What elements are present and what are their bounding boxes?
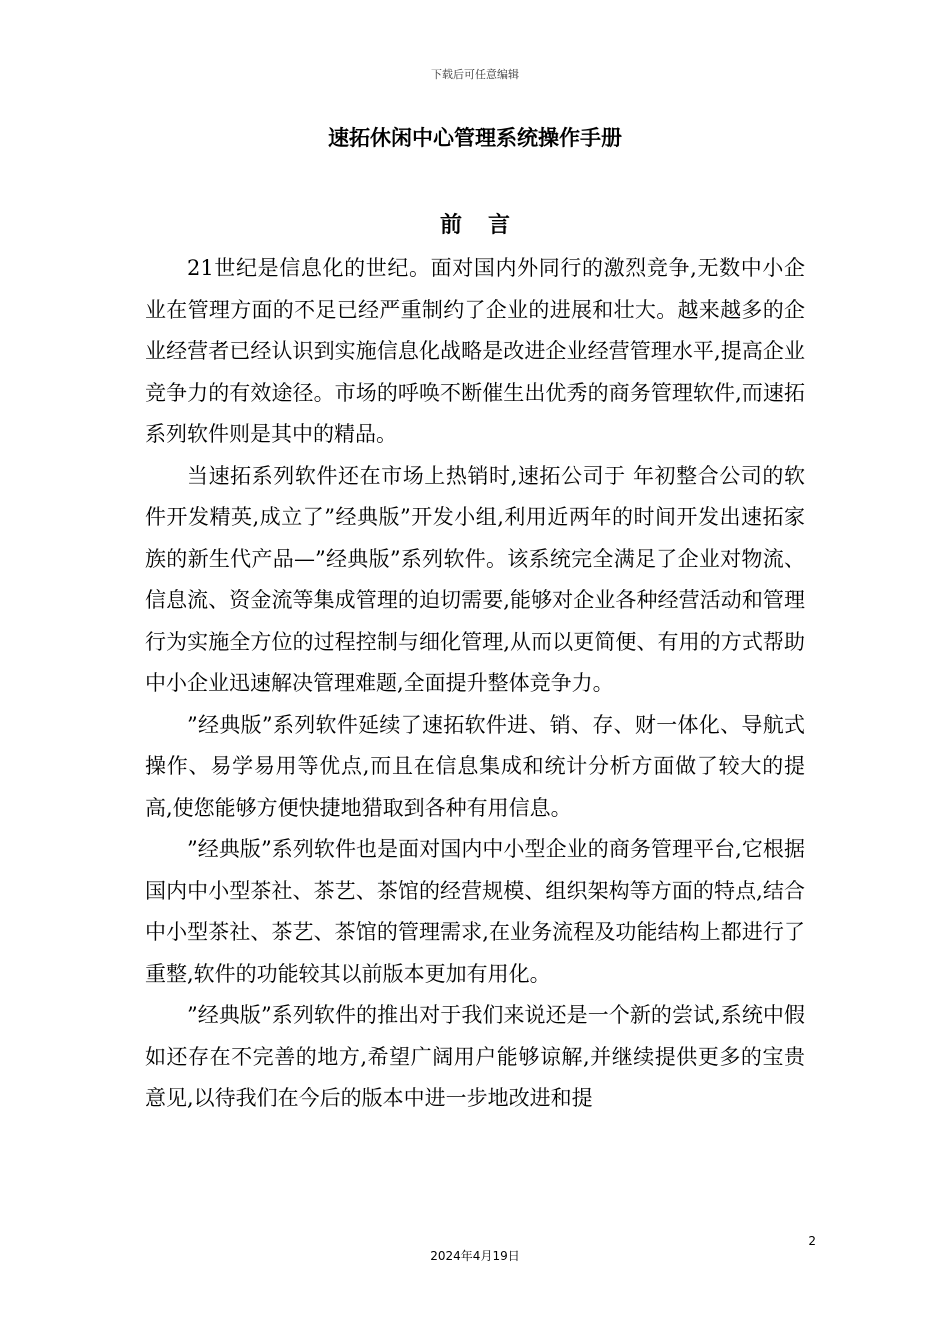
page-number: 2 xyxy=(808,1234,816,1248)
header-note: 下载后可任意编辑 xyxy=(431,68,519,81)
paragraph-3: ”经典版”系列软件延续了速拓软件进、销、存、财一体化、导航式操作、易学易用等优点,而且在信息集成和统计分析方面做了较大的提高,使您能够方便快捷地猎取到各种有用信息。 xyxy=(145,712,805,820)
paragraph-1: 21世纪是信息化的世纪。面对国内外同行的激烈竞争,无数中小企业在管理方面的不足已经严重制约了企业的进展和壮大。越来越多的企业经营者已经认识到实施信息化战略是改进企业经营管理水平,提高企业竞争力的有效途径。市场的呼唤不断催生出优秀的商务管理软件,而速拓系列软件则是其中的精品。 xyxy=(145,256,805,446)
document-title: 速拓休闲中心管理系统操作手册 xyxy=(328,126,622,150)
footer-date: 2024年4月19日 xyxy=(430,1249,520,1263)
paragraph-2: 当速拓系列软件还在市场上热销时,速拓公司于 年初整合公司的软件开发精英,成立了”经典版”开发小组,利用近两年的时间开发出速拓家族的新生代产品—”经典版”系列软件。该系统完全满足了企业对物流、信息流、资金流等集成管理的迫切需要,能够对企业各种经营活动和管理行为实施全方位的过程控制与细化管理,从而以更简便、有用的方式帮助中小企业迅速解决管理难题,全面提升整体竞争力。 xyxy=(145,463,805,695)
document-body xyxy=(145,248,805,1120)
paragraph-4: ”经典版”系列软件也是面对国内中小型企业的商务管理平台,它根据国内中小型茶社、茶艺、茶馆的经营规模、组织架构等方面的特点,结合中小型茶社、茶艺、茶馆的管理需求,在业务流程及功能结构上都进行了重整,软件的功能较其以前版本更加有用化。 xyxy=(145,837,805,986)
section-title: 前言 xyxy=(439,212,536,238)
paragraph-5: ”经典版”系列软件的推出对于我们来说还是一个新的尝试,系统中假如还存在不完善的地方,希望广阔用户能够谅解,并继续提供更多的宝贵意见,以待我们在今后的版本中进一步地改进和提 xyxy=(145,1003,805,1110)
